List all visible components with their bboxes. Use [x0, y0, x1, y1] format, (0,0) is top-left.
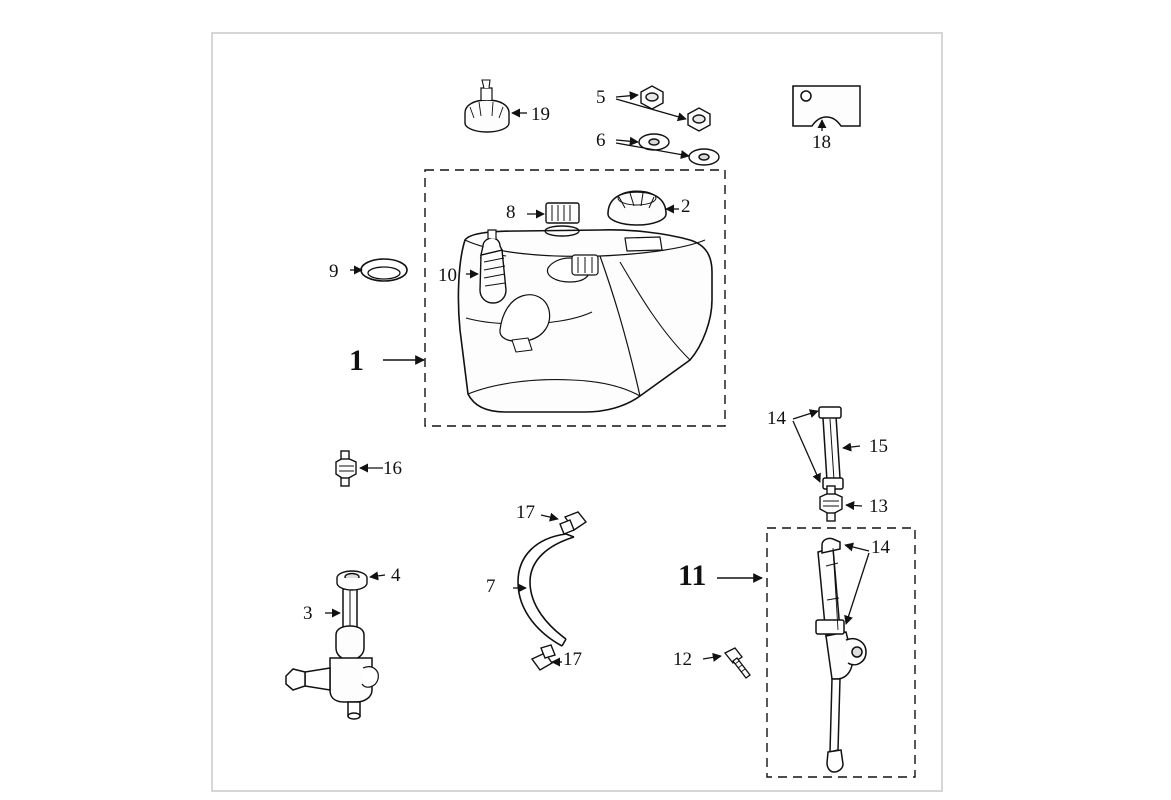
part-fuel-filler-cap	[608, 191, 666, 225]
callout-2: 2	[681, 196, 691, 217]
clamp-upper	[819, 407, 841, 418]
part-fuel-pump-assembly	[816, 538, 866, 772]
leader-12	[703, 656, 721, 659]
callout-14-lower: 14	[871, 537, 890, 558]
callout-10: 10	[438, 265, 457, 286]
callout-16: 16	[383, 458, 402, 479]
callout-13: 13	[869, 496, 888, 517]
callout-17-lower: 17	[563, 649, 582, 670]
callout-18: 18	[812, 132, 831, 153]
part-screw	[725, 648, 750, 678]
callout-11: 11	[678, 559, 707, 592]
callout-4: 4	[391, 565, 401, 586]
callout-5: 5	[596, 87, 606, 108]
clamp-pump	[816, 620, 844, 634]
leader-17a	[541, 515, 558, 519]
leader-14a1	[793, 411, 818, 419]
callout-12: 12	[673, 649, 692, 670]
part-bracket-clip	[793, 86, 860, 126]
part-inline-connector	[336, 451, 356, 486]
callout-7: 7	[486, 576, 496, 597]
callout-1: 1	[349, 344, 364, 377]
callout-8: 8	[506, 202, 516, 223]
part-o-ring-seal	[361, 259, 407, 281]
leader-5a	[616, 95, 638, 97]
leader-4	[370, 575, 385, 577]
callout-19: 19	[531, 104, 550, 125]
leader-13	[846, 505, 862, 506]
callout-17-upper: 17	[516, 502, 535, 523]
part-fuel-pipe	[819, 407, 843, 489]
part-fuel-tap-valve	[286, 589, 378, 719]
leader-14a2	[793, 421, 820, 482]
leader-14b1	[845, 545, 869, 551]
leader-15	[843, 446, 860, 448]
leader-6a	[616, 140, 638, 142]
callout-6: 6	[596, 130, 606, 151]
callout-9: 9	[329, 261, 339, 282]
part-vent-valve	[465, 80, 509, 132]
callout-14-upper: 14	[767, 408, 786, 429]
callout-15: 15	[869, 436, 888, 457]
part-inline-fuel-filter	[820, 486, 842, 521]
part-nut-washer	[337, 571, 367, 590]
callout-3: 3	[303, 603, 313, 624]
part-fuel-hose	[518, 534, 574, 646]
leader-14b2	[846, 553, 869, 624]
